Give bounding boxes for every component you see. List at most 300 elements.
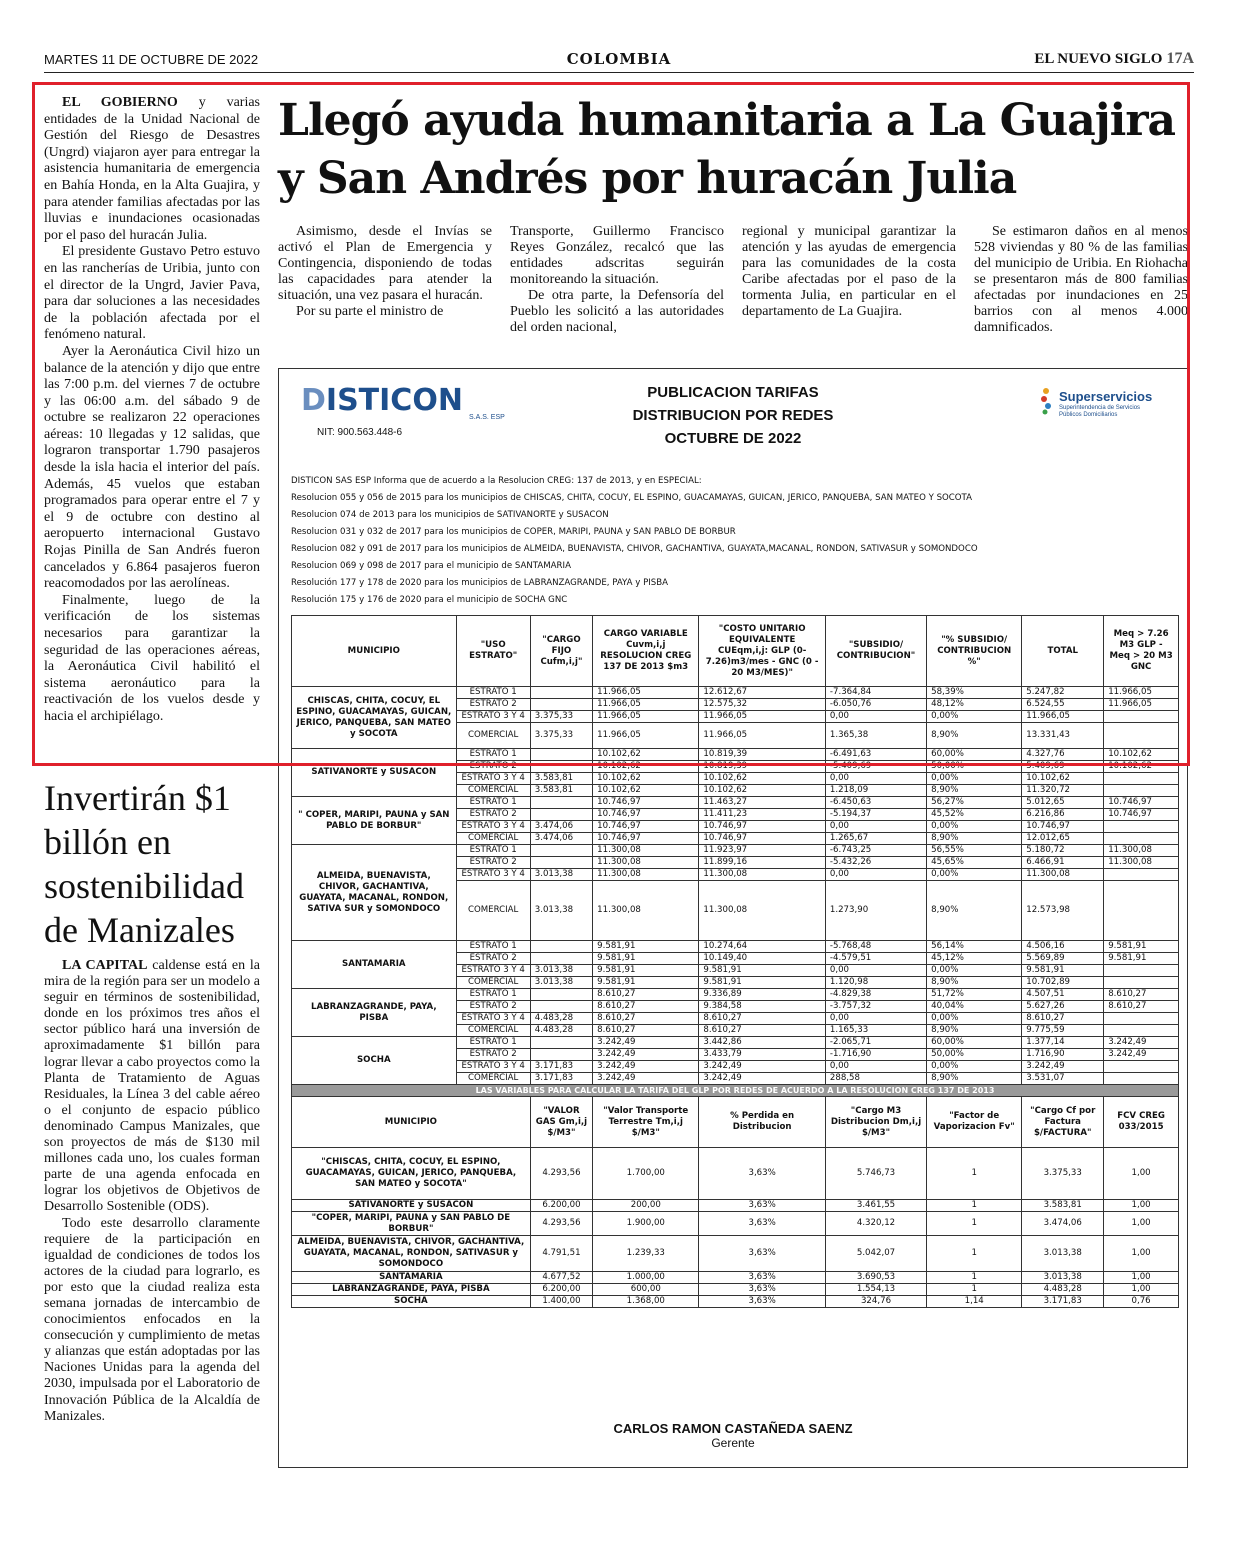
table-band-row	[292, 1085, 1179, 1097]
table-cell: 3.013,38	[530, 881, 592, 941]
table-cell: -6.743,25	[825, 845, 926, 857]
table-cell: 0,00%	[927, 965, 1022, 977]
table-cell: 1.400,00	[530, 1296, 592, 1308]
table-cell: 5.746,73	[825, 1148, 926, 1200]
table-cell: 3.433,79	[699, 1049, 826, 1061]
table-cell	[530, 941, 592, 953]
table-cell: COMERCIAL	[456, 977, 530, 989]
table-cell: 1	[927, 1284, 1022, 1296]
resolution-line: Resolucion 055 y 056 de 2015 para los municipios de CHISCAS, CHITA, COCUY, EL ESPINO, GUACAMAYAS, GUICAN, JERICO, PANQUEBA, SAN MATEO Y SOCOTA	[291, 493, 973, 503]
table-cell: 600,00	[593, 1284, 699, 1296]
table-cell: 8.610,27	[593, 1025, 699, 1037]
table-cell: 11.966,05	[699, 711, 826, 723]
table-cell: 8.610,27	[699, 1013, 826, 1025]
table-cell: 5.042,07	[825, 1236, 926, 1272]
table-cell	[1104, 785, 1179, 797]
municipality-cell: "CHISCAS, CHITA, COCUY, EL ESPINO, GUACAMAYAS, GUICAN, JERICO, PANQUEBA, SAN MATEO y SOCOTA"	[292, 1148, 531, 1200]
table-cell	[530, 1001, 592, 1013]
main-headline: Llegó ayuda humanitaria a La Guajira y San Andrés por huracán Julia	[278, 95, 1176, 204]
table-cell: 9.775,59	[1022, 1025, 1104, 1037]
table-row	[292, 1200, 1179, 1212]
municipality-cell: LABRANZAGRANDE, PAYA, PISBA	[292, 1284, 531, 1296]
table-cell: 3.474,06	[530, 833, 592, 845]
second-paragraph	[44, 958, 260, 1216]
table-cell: 10.102,62	[593, 749, 699, 761]
table-cell: 0,00	[825, 821, 926, 833]
left-paragraph: Ayer la Aeronáutica Civil hizo un balance de la atención y dijo que entre las 7:00 p.m. del viernes 7 de octubre y las 06:00 a.m. del sábado 9 de octubre se realizaron 22 operaciones aéreas: 10 llegadas y 12 salidas, que lograron transportar 1.790 pasajeros desde la isla hacia el interior del país. Además, 45 vuelos que estaban programados para operar entre el 7 y el 9 de octubre con destino al aeropuerto internacional Gustavo Rojas Pinilla de San Andrés fueron cancelados y 6.864 pasajeros fueron reacomodados por las aerolíneas.	[44, 343, 260, 592]
table-cell: 8,90%	[927, 977, 1022, 989]
table-cell: 6.216,86	[1022, 809, 1104, 821]
table-cell: 9.384,58	[699, 1001, 826, 1013]
table-cell: -7.364,84	[825, 687, 926, 699]
table-cell: 3,63%	[699, 1272, 826, 1284]
table-cell: 10.102,62	[1104, 749, 1179, 761]
table-cell: 3.474,06	[1022, 1212, 1104, 1236]
table-cell: 50,00%	[927, 1049, 1022, 1061]
page-number: 17A	[1166, 50, 1194, 67]
table-cell	[530, 989, 592, 1001]
table-cell: 5.409,69	[1022, 761, 1104, 773]
table-cell: 3,63%	[699, 1236, 826, 1272]
logo-suffix: S.A.S. ESP	[469, 414, 505, 421]
tariff-advertisement	[278, 368, 1188, 1468]
table-cell: ESTRATO 3 Y 4	[456, 965, 530, 977]
table-header-row	[292, 1097, 1179, 1148]
table-cell: 10.102,62	[593, 785, 699, 797]
table-cell: 3.242,49	[593, 1073, 699, 1085]
table-cell: 5.247,82	[1022, 687, 1104, 699]
table-cell: 3.690,53	[825, 1272, 926, 1284]
table-cell: -4.829,38	[825, 989, 926, 1001]
newspaper-name	[1034, 50, 1194, 68]
table-cell: 0,00%	[927, 773, 1022, 785]
table-cell: 0,00	[825, 1013, 926, 1025]
table-cell	[1104, 869, 1179, 881]
table-cell: 1.900,00	[593, 1212, 699, 1236]
column-header: "VALOR GAS Gm,i,j $/M3"	[530, 1097, 592, 1148]
table-cell: 1,00	[1104, 1284, 1179, 1296]
table-cell: ESTRATO 2	[456, 761, 530, 773]
table-cell: 10.102,62	[699, 785, 826, 797]
table-cell: 4.507,51	[1022, 989, 1104, 1001]
body-column	[742, 224, 956, 354]
resolution-line: Resolucion 031 y 032 de 2017 para los municipios de COPER, MARIPI, PAUNA y SAN PABLO DE BORBUR	[291, 527, 736, 537]
table-cell: -5.768,48	[825, 941, 926, 953]
table-cell: 11.300,08	[699, 881, 826, 941]
municipality-cell: SOCHA	[292, 1037, 457, 1085]
table-cell	[1104, 773, 1179, 785]
column-header: "Cargo Cf por Factura $/FACTURA"	[1022, 1097, 1104, 1148]
table-cell: 1.368,00	[593, 1296, 699, 1308]
table-cell: 10.102,62	[593, 761, 699, 773]
table-cell: 12.612,67	[699, 687, 826, 699]
table-cell: 12.012,65	[1022, 833, 1104, 845]
municipality-cell: ALMEIDA, BUENAVISTA, CHIVOR, GACHANTIVA, GUAYATA, MACANAL, RONDON, SATIVASUR y SOMONDOCO	[292, 1236, 531, 1272]
table-cell: 11.899,16	[699, 857, 826, 869]
body-column	[974, 224, 1188, 354]
signature	[279, 1421, 1187, 1450]
municipality-cell: LABRANZAGRANDE, PAYA, PISBA	[292, 989, 457, 1037]
table-cell: 56,55%	[927, 845, 1022, 857]
table-cell: 1	[927, 1236, 1022, 1272]
ad-title-line: OCTUBRE DE 2022	[664, 430, 802, 447]
table-cell: 1.554,13	[825, 1284, 926, 1296]
table-cell: 10.746,97	[1104, 797, 1179, 809]
table-cell	[530, 687, 592, 699]
table-cell: 8.610,27	[1104, 989, 1179, 1001]
table-cell: 1.265,67	[825, 833, 926, 845]
municipality-cell: CHISCAS, CHITA, COCUY, EL ESPINO, GUACAMAYAS, GUICAN, JERICO, PANQUEBA, SAN MATEO y SOCOTA	[292, 687, 457, 749]
table-cell: 6.200,00	[530, 1284, 592, 1296]
table-cell: 3.242,49	[699, 1061, 826, 1073]
table-cell: 1.273,90	[825, 881, 926, 941]
table-cell: ESTRATO 2	[456, 809, 530, 821]
municipality-cell: SATIVANORTE y SUSACON	[292, 1200, 531, 1212]
table-cell: 4.327,76	[1022, 749, 1104, 761]
table-cell: 3.583,81	[1022, 1200, 1104, 1212]
table-cell: 1	[927, 1148, 1022, 1200]
table-row	[292, 941, 1179, 953]
table-cell: 51,72%	[927, 989, 1022, 1001]
table-cell	[1104, 723, 1179, 749]
column-header: "COSTO UNITARIO EQUIVALENTE CUEqm,i,j: GLP (0-7.26)m3/mes - GNC (0 - 20 M3/MES)"	[699, 616, 826, 687]
paragraph-text: y varias entidades de la Unidad Nacional de Gestión del Riesgo de Desastres (Ungrd) viajaron ayer para entregar la asistencia humanitaria de emergencia en Bahía Honda, en la Alta Guajira, y para atender familias afectadas por las lluvias e inundaciones ocasionadas por el paso del huracán Julia.	[44, 95, 261, 243]
signer-name: CARLOS RAMON CASTAÑEDA SAENZ	[613, 1421, 853, 1436]
column-header: "SUBSIDIO/ CONTRIBUCION"	[825, 616, 926, 687]
table-cell: 324,76	[825, 1296, 926, 1308]
table-row	[292, 1296, 1179, 1308]
table-cell: 11.300,08	[593, 857, 699, 869]
column-header: "USO ESTRATO"	[456, 616, 530, 687]
table-cell	[1104, 1025, 1179, 1037]
tariff-table	[291, 615, 1179, 1308]
table-cell: COMERCIAL	[456, 881, 530, 941]
table-cell: 5.569,89	[1022, 953, 1104, 965]
table-cell: -6.050,76	[825, 699, 926, 711]
table-cell: 8,90%	[927, 723, 1022, 749]
table-cell: -5.194,37	[825, 809, 926, 821]
table-cell: 3.242,49	[593, 1061, 699, 1073]
table-cell	[1104, 1073, 1179, 1085]
signer-role: Gerente	[711, 1436, 755, 1450]
table-cell: 60,00%	[927, 1037, 1022, 1049]
table-cell: 3.375,33	[1022, 1148, 1104, 1200]
table-cell: 11.966,05	[593, 687, 699, 699]
table-cell: ESTRATO 3 Y 4	[456, 869, 530, 881]
table-cell: 3.474,06	[530, 821, 592, 833]
table-cell	[530, 797, 592, 809]
table-cell: 0,00	[825, 773, 926, 785]
table-cell: 10.746,97	[593, 821, 699, 833]
table-cell: 1.218,09	[825, 785, 926, 797]
table-cell: 11.966,05	[593, 699, 699, 711]
table-cell: 3.013,38	[1022, 1272, 1104, 1284]
table-cell: 1.000,00	[593, 1272, 699, 1284]
table-cell: COMERCIAL	[456, 723, 530, 749]
table-cell: 40,04%	[927, 1001, 1022, 1013]
table-row	[292, 749, 1179, 761]
table-cell: 3.013,38	[530, 977, 592, 989]
table-cell: 8.610,27	[699, 1025, 826, 1037]
column-header: "Valor Transporte Terrestre Tm,i,j $/M3"	[593, 1097, 699, 1148]
table-cell: 8.610,27	[593, 989, 699, 1001]
superservicios-name: Superservicios	[1059, 389, 1153, 404]
newspaper-title: EL NUEVO SIGLO	[1034, 51, 1163, 67]
table-cell: 60,00%	[927, 749, 1022, 761]
table-cell: 5.180,72	[1022, 845, 1104, 857]
table-cell: ESTRATO 1	[456, 941, 530, 953]
table-cell: 1	[927, 1212, 1022, 1236]
table-cell: 3.242,49	[1022, 1061, 1104, 1073]
table-cell: 50,00%	[927, 761, 1022, 773]
municipality-cell: SOCHA	[292, 1296, 531, 1308]
superservicios-icon	[1039, 387, 1053, 415]
table-cell: 5.627,26	[1022, 1001, 1104, 1013]
table-cell: 8,90%	[927, 833, 1022, 845]
table-cell: 1,00	[1104, 1148, 1179, 1200]
column-header: TOTAL	[1022, 616, 1104, 687]
table-cell: 4.677,52	[530, 1272, 592, 1284]
table-row	[292, 1236, 1179, 1272]
table-cell: 8,90%	[927, 881, 1022, 941]
column-header: "Factor de Vaporizacion Fv"	[927, 1097, 1022, 1148]
table-cell: -5.432,26	[825, 857, 926, 869]
body-column	[510, 224, 724, 354]
table-cell: -5.409,69	[825, 761, 926, 773]
table-cell: 3,63%	[699, 1212, 826, 1236]
main-article-body	[278, 224, 1188, 354]
table-cell: 3.583,81	[530, 773, 592, 785]
table-cell: 3,63%	[699, 1296, 826, 1308]
table-cell	[530, 953, 592, 965]
table-row	[292, 845, 1179, 857]
page-header	[44, 50, 1194, 73]
municipality-cell: ALMEIDA, BUENAVISTA, CHIVOR, GACHANTIVA, GUAYATA, MACANAL, RONDON, SATIVA SUR y SOMONDOCO	[292, 845, 457, 941]
table-cell: ESTRATO 1	[456, 797, 530, 809]
table-cell: -6.450,63	[825, 797, 926, 809]
table-cell: ESTRATO 2	[456, 857, 530, 869]
column-header: MUNICIPIO	[292, 616, 457, 687]
table-cell: 4.320,12	[825, 1212, 926, 1236]
table-cell: 45,12%	[927, 953, 1022, 965]
table-cell	[530, 857, 592, 869]
table-cell	[1104, 965, 1179, 977]
table-cell: 3,63%	[699, 1200, 826, 1212]
table-cell: 3.442,86	[699, 1037, 826, 1049]
table-cell: 0,00	[825, 965, 926, 977]
table-cell: 3.171,83	[1022, 1296, 1104, 1308]
table-cell: 10.819,39	[699, 749, 826, 761]
table-cell: ESTRATO 2	[456, 953, 530, 965]
table-cell: 3.242,49	[699, 1073, 826, 1085]
table-cell: 11.300,08	[1104, 845, 1179, 857]
body-paragraph: Por su parte el ministro de	[296, 304, 444, 319]
nit-number: NIT: 900.563.448-6	[317, 427, 403, 438]
municipality-cell: SATIVANORTE y SUSACON	[292, 749, 457, 797]
table-cell: 11.463,27	[699, 797, 826, 809]
table-cell: 9.581,91	[1104, 941, 1179, 953]
resolution-list	[291, 473, 1171, 609]
table-cell: 11.966,05	[593, 723, 699, 749]
table-cell: 3,63%	[699, 1284, 826, 1296]
body-column	[278, 224, 492, 354]
table-cell: 0,00%	[927, 821, 1022, 833]
table-cell: 10.746,97	[699, 821, 826, 833]
table-cell: 9.336,89	[699, 989, 826, 1001]
table-cell: 11.966,05	[699, 723, 826, 749]
table-cell: 0,00%	[927, 1061, 1022, 1073]
table-cell: 200,00	[593, 1200, 699, 1212]
superservicios-subtitle: Superintendencia de Servicios Públicos Domiciliarios	[1059, 405, 1141, 418]
table-cell: ESTRATO 2	[456, 1049, 530, 1061]
table-cell: 11.966,05	[1104, 687, 1179, 699]
table-cell	[1104, 977, 1179, 989]
table-cell: -1.716,90	[825, 1049, 926, 1061]
table-cell: 3,63%	[699, 1148, 826, 1200]
table-cell: 6.200,00	[530, 1200, 592, 1212]
table-row	[292, 989, 1179, 1001]
section-title: COLOMBIA	[566, 50, 672, 68]
table-cell: 10.102,62	[1022, 773, 1104, 785]
table-cell: 1.365,38	[825, 723, 926, 749]
table-cell: 11.923,97	[699, 845, 826, 857]
table-cell: 3.531,07	[1022, 1073, 1104, 1085]
table-cell: 1.165,33	[825, 1025, 926, 1037]
table-cell: 4.293,56	[530, 1148, 592, 1200]
table-cell: 3.171,83	[530, 1061, 592, 1073]
table-cell: 8,90%	[927, 1073, 1022, 1085]
logo-letter: D	[301, 383, 326, 418]
left-article	[44, 95, 260, 726]
table-cell: 10.102,62	[593, 773, 699, 785]
table-cell: 10.702,89	[1022, 977, 1104, 989]
column-header: Meq > 7.26 M3 GLP - Meq > 20 M3 GNC	[1104, 616, 1179, 687]
table-cell: 10.746,97	[1104, 809, 1179, 821]
table-cell: COMERCIAL	[456, 1025, 530, 1037]
table-cell: 11.320,72	[1022, 785, 1104, 797]
table-cell: 8.610,27	[1104, 1001, 1179, 1013]
ad-title-line: PUBLICACION TARIFAS	[647, 384, 819, 401]
table-cell: 4.483,28	[1022, 1284, 1104, 1296]
table-cell: 3.375,33	[530, 711, 592, 723]
table-cell: 3.013,38	[530, 965, 592, 977]
table-cell: COMERCIAL	[456, 833, 530, 845]
table-cell	[1104, 1013, 1179, 1025]
resolution-line: Resolución 175 y 176 de 2020 para el municipio de SOCHA GNC	[291, 595, 568, 605]
table-cell: 1,00	[1104, 1212, 1179, 1236]
table-cell	[1104, 833, 1179, 845]
table-cell: 11.300,08	[593, 869, 699, 881]
table-cell: 11.966,05	[593, 711, 699, 723]
table-cell: 1,00	[1104, 1200, 1179, 1212]
table-cell	[530, 749, 592, 761]
table-cell: 12.575,32	[699, 699, 826, 711]
table-cell: 11.300,08	[1022, 869, 1104, 881]
column-header: CARGO VARIABLE Cuvm,i,j RESOLUCION CREG 137 DE 2013 $m3	[593, 616, 699, 687]
lead-words: EL GOBIERNO	[62, 95, 178, 110]
table-cell: COMERCIAL	[456, 1073, 530, 1085]
table-cell: 58,39%	[927, 687, 1022, 699]
table-cell: 0,00	[825, 711, 926, 723]
resolution-line: Resolucion 069 y 098 de 2017 para el municipio de SANTAMARIA	[291, 561, 571, 571]
resolution-line: Resolucion 082 y 091 de 2017 para los municipios de ALMEIDA, BUENAVISTA, CHIVOR, GACHANTIVA, GUAYATA,MACANAL, RONDON, SATIVASUR y SOMONDOCO	[291, 544, 978, 554]
resolution-line: DISTICON SAS ESP Informa que de acuerdo a la Resolucion CREG: 137 de 2013, y en ESPECIAL:	[291, 476, 702, 486]
table-cell: 1,00	[1104, 1272, 1179, 1284]
table-cell: 3.242,49	[1104, 1037, 1179, 1049]
table-cell: 1.716,90	[1022, 1049, 1104, 1061]
table-cell: 13.331,43	[1022, 723, 1104, 749]
body-paragraph: Asimismo, desde el Invías se activó el Plan de Emergencia y Contingencia, disponiendo de todas las capacidades para atender la situación, una vez pasara el huracán.	[278, 224, 492, 303]
column-header: "% SUBSIDIO/ CONTRIBUCION %"	[927, 616, 1022, 687]
table-cell	[1104, 1061, 1179, 1073]
table-cell: 8,90%	[927, 1025, 1022, 1037]
table-cell: 0,76	[1104, 1296, 1179, 1308]
table-cell: 11.300,08	[593, 845, 699, 857]
table-cell: 1.239,33	[593, 1236, 699, 1272]
table-cell: ESTRATO 3 Y 4	[456, 773, 530, 785]
table-cell	[530, 1037, 592, 1049]
paragraph-text: caldense está en la mira de la región para ser un modelo a seguir en términos de sostenibilidad, donde en los próximos tres años el sector público hará una inversión de aproximadamente $1 billón para lograr llevar a cabo proyectos como la Planta de Tratamiento de Aguas Residuales, la Línea 3 del cable aéreo o el conjunto de espacio público denominado Campus Manizales, que son proyectos de más de $130 mil millones cada uno, los cuales forman parte de una agenda enfocada en lograr los objetivos de Objetivos de Desarrollo Sostenible (ODS).	[44, 958, 260, 1215]
table-cell: 4.483,28	[530, 1013, 592, 1025]
table-cell: 11.411,23	[699, 809, 826, 821]
table-cell: 3.013,38	[1022, 1236, 1104, 1272]
table-cell: 1	[927, 1200, 1022, 1212]
second-headline: Invertirán $1 billón en sostenibilidad de Manizales	[44, 778, 244, 950]
body-paragraph: Se estimaron daños en al menos 528 viviendas y 80 % de las familias del municipio de Uribia. En Riohacha se presentaron más de 800 familias afectadas por inundaciones en 25 barrios con al menos 4.000 damnificados.	[974, 224, 1188, 335]
table-cell: 9.581,91	[593, 953, 699, 965]
table-cell: 0,00	[825, 1061, 926, 1073]
ad-title-line: DISTRIBUCION POR REDES	[632, 407, 834, 424]
table-cell: ESTRATO 1	[456, 1037, 530, 1049]
table-cell: 8.610,27	[1022, 1013, 1104, 1025]
table-cell	[1104, 711, 1179, 723]
table-cell: ESTRATO 3 Y 4	[456, 711, 530, 723]
table-cell: ESTRATO 1	[456, 749, 530, 761]
table-row	[292, 797, 1179, 809]
column-header: "CARGO FIJO Cufm,i,j"	[530, 616, 592, 687]
table-cell: 8.610,27	[593, 1001, 699, 1013]
table-cell: 0,00%	[927, 711, 1022, 723]
table-cell: ESTRATO 2	[456, 699, 530, 711]
table-cell: 11.300,08	[1104, 857, 1179, 869]
band-cell: LAS VARIABLES PARA CALCULAR LA TARIFA DEL GLP POR REDES DE ACUERDO A LA RESOLUCION CREG 137 DE 2013	[292, 1085, 1179, 1097]
lead-words: LA CAPITAL	[62, 958, 148, 973]
table-cell: 1.120,98	[825, 977, 926, 989]
column-header: % Perdida en Distribucion	[699, 1097, 826, 1148]
table-cell: 6.466,91	[1022, 857, 1104, 869]
table-cell: ESTRATO 3 Y 4	[456, 1013, 530, 1025]
resolution-line: Resolución 177 y 178 de 2020 para los municipios de LABRANZAGRANDE, PAYA y PISBA	[291, 578, 669, 588]
table-cell: 9.581,91	[699, 977, 826, 989]
second-paragraph: Todo este desarrollo claramente requiere de la participación en igualdad de condiciones de todos los actores de la ciudad para lograrlo, es por esto que la ciudad realiza esta semana jornadas de intercambio de conocimientos enfocados en la consecución y cumplimiento de metas y alianzas que están adoptadas por las Naciones Unidas para la agenda del 2030, impulsada por el Laboratorio de Innovación Pública de la Alcaldía de Manizales.	[44, 1215, 260, 1424]
table-cell: 11.966,05	[1104, 699, 1179, 711]
table-cell: 10.746,97	[593, 833, 699, 845]
table-cell: -3.757,32	[825, 1001, 926, 1013]
table-cell: 45,52%	[927, 809, 1022, 821]
table-cell: 3.583,81	[530, 785, 592, 797]
table-cell: 1.700,00	[593, 1148, 699, 1200]
table-row	[292, 687, 1179, 699]
table-cell: 48,12%	[927, 699, 1022, 711]
table-cell: 11.300,08	[699, 869, 826, 881]
table-cell: 56,27%	[927, 797, 1022, 809]
table-cell: 0,00	[825, 869, 926, 881]
table-cell	[1104, 881, 1179, 941]
table-cell: 3.171,83	[530, 1073, 592, 1085]
table-cell	[530, 845, 592, 857]
table-cell: 10.102,62	[699, 773, 826, 785]
table-cell: 10.746,97	[1022, 821, 1104, 833]
